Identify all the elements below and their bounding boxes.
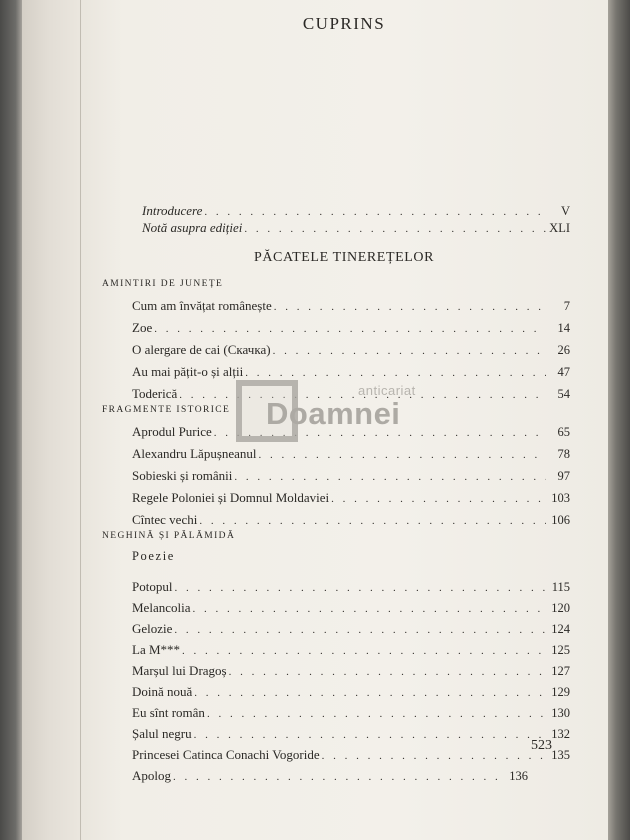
leader-dots: [154, 323, 546, 335]
toc-entry-label: Sobieski și românii: [132, 468, 233, 483]
toc-entry-label: Cum am învățat românește: [132, 298, 272, 313]
leader-dots: [204, 206, 546, 218]
toc-entry-label: Introducere: [142, 203, 203, 218]
toc-entry: [132, 684, 570, 700]
toc-entry-page: 125: [551, 643, 570, 657]
toc-entry-label: Alexandru Lăpușneanul: [132, 446, 257, 461]
toc-entry: [132, 512, 570, 528]
toc-entry-page: 127: [551, 664, 570, 678]
toc-entry-page: 130: [551, 706, 570, 720]
leader-dots: [234, 471, 546, 483]
toc-entry: [132, 342, 570, 358]
toc-entry-page: 14: [557, 321, 570, 335]
leader-dots: [192, 603, 546, 615]
leader-dots: [173, 771, 504, 783]
page-number: 523: [531, 738, 552, 753]
leader-dots: [331, 493, 546, 505]
leader-dots: [174, 624, 546, 636]
page-title: CUPRINS: [302, 14, 386, 33]
toc-entry-page: 136: [509, 769, 528, 783]
toc-entry-label: Toderică: [132, 386, 178, 401]
watermark-logo: [232, 380, 454, 470]
toc-entry-label: Potopul: [132, 579, 173, 594]
leader-dots: [199, 515, 546, 527]
toc-entry-page: V: [560, 204, 570, 218]
leader-dots: [274, 301, 546, 313]
toc-entry: [142, 203, 570, 219]
leader-dots: [322, 750, 546, 762]
toc-entry-page: 26: [557, 343, 570, 357]
toc-entry-label: Apolog: [132, 768, 171, 783]
toc-entry-page: 106: [551, 513, 570, 527]
leader-dots: [229, 666, 546, 678]
leader-dots: [174, 582, 546, 594]
toc-entry: [132, 621, 570, 637]
toc-entry-page: 124: [551, 622, 570, 636]
toc-entry: [132, 705, 570, 721]
toc-entry: [132, 642, 570, 658]
toc-entry-page: 65: [557, 425, 570, 439]
leader-dots: [244, 223, 546, 235]
leader-dots: [273, 345, 546, 357]
toc-entry-label: Princesei Catinca Conachi Vogoride: [132, 747, 320, 762]
toc-entry: [132, 320, 570, 336]
toc-entry-label: Marșul lui Dragoș: [132, 663, 227, 678]
toc-entry: [132, 490, 570, 506]
toc-entry: [132, 579, 570, 595]
section-heading: AMINTIRI DE JUNEȚE: [102, 279, 224, 289]
toc-entry-label: Zoe: [132, 320, 153, 335]
toc-entry: [132, 298, 570, 314]
toc-entry-page: 129: [551, 685, 570, 699]
toc-entry-label: Melancolia: [132, 600, 191, 615]
toc-entry: [142, 220, 570, 236]
toc-entry: [132, 726, 570, 742]
toc-entry-page: XLI: [549, 221, 570, 235]
toc-entry-page: 120: [551, 601, 570, 615]
toc-entry: [132, 663, 570, 679]
toc-entry: [132, 364, 570, 380]
watermark-big-text: Doamnei: [266, 396, 401, 431]
toc-entry-page: 78: [557, 447, 570, 461]
toc-entry-label: Gelozie: [132, 621, 173, 636]
leader-dots: [194, 687, 546, 699]
toc-entry-page: 47: [557, 365, 570, 379]
toc-entry-label: Notă asupra ediției: [142, 220, 243, 235]
toc-entry-page: 135: [551, 748, 570, 762]
toc-entry: [132, 468, 570, 484]
previous-page-edge: [22, 0, 86, 840]
leader-dots: [245, 367, 546, 379]
book-page: [80, 0, 608, 840]
toc-entry-label: O alergare de cai (Скачка): [132, 342, 271, 357]
toc-entry-label: La M***: [132, 642, 181, 657]
toc-entry-page: 115: [551, 580, 570, 594]
toc-entry-label: Au mai pățit-o și alții: [132, 364, 244, 379]
toc-entry: [132, 768, 528, 784]
part-heading: PĂCATELE TINEREȚELOR: [253, 250, 435, 265]
sub-heading: Poezie: [132, 549, 175, 563]
toc-entry-label: Cîntec vechi: [132, 512, 198, 527]
toc-entry-page: 103: [551, 491, 570, 505]
watermark-small-text: anticariat: [358, 383, 416, 398]
toc-entry-page: 54: [557, 387, 570, 401]
section-heading: NEGHINĂ ȘI PĂLĂMIDĂ: [102, 531, 236, 541]
toc-entry-label: Șalul negru: [132, 726, 192, 741]
toc-entry-label: Doină nouă: [132, 684, 193, 699]
toc-entry-label: Aprodul Purice: [132, 424, 212, 439]
gutter-line: [80, 0, 81, 840]
toc-entry-label: Eu sînt român: [132, 705, 205, 720]
section-heading: FRAGMENTE ISTORICE: [102, 405, 231, 415]
toc-entry: [132, 747, 570, 763]
leader-dots: [207, 708, 546, 720]
toc-entry-page: 7: [563, 299, 570, 313]
toc-entry-page: 132: [551, 727, 570, 741]
leader-dots: [182, 645, 546, 657]
toc-entry: [132, 600, 570, 616]
toc-entry-label: Regele Poloniei și Domnul Moldaviei: [132, 490, 330, 505]
toc-entry-page: 97: [557, 469, 570, 483]
leader-dots: [194, 729, 546, 741]
